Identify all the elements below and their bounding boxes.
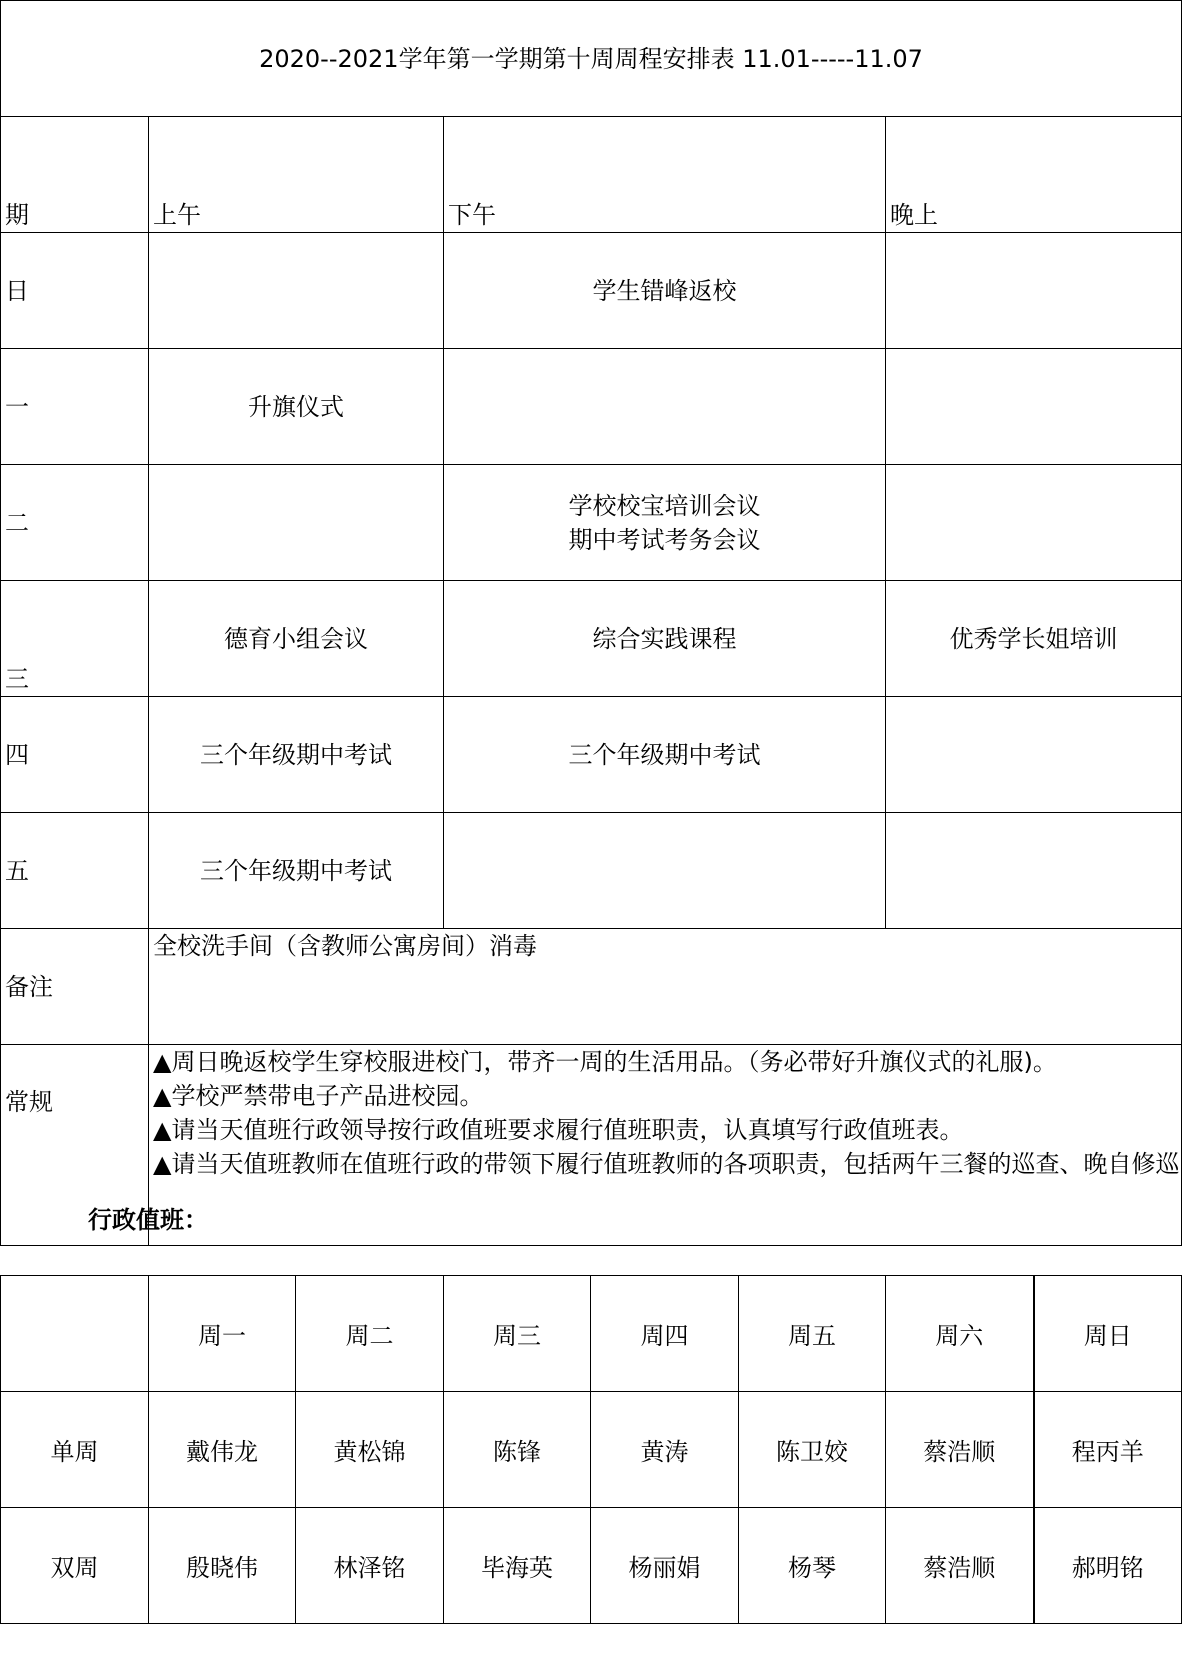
- afternoon-cell: 学生错峰返校: [444, 233, 886, 349]
- duty-name-cell: 毕海英: [444, 1508, 591, 1624]
- evening-cell: [886, 233, 1182, 349]
- regular-text: [149, 1045, 1182, 1246]
- duty-roster: [0, 1275, 1181, 1624]
- duty-name-cell: 陈卫姣: [739, 1392, 886, 1508]
- schedule-title: 2020--2021学年第一学期第十周周程安排表 11.01-----11.07: [1, 1, 1182, 117]
- morning-cell: 三个年级期中考试: [149, 697, 444, 813]
- duty-name-cell: 蔡浩顺: [886, 1508, 1034, 1624]
- afternoon-line-2: 期中考试考务会议: [568, 525, 761, 554]
- afternoon-line-1: 学校校宝培训会议: [568, 491, 761, 520]
- duty-name-cell: 林泽铭: [296, 1508, 444, 1624]
- regular-label: 常规: [1, 1045, 149, 1246]
- header-afternoon: 下午: [444, 117, 886, 233]
- duty-name-cell: 郝明铭: [1034, 1508, 1182, 1624]
- duty-row-even-week: [1, 1508, 1182, 1624]
- afternoon-cell: [444, 813, 886, 929]
- evening-cell: [886, 465, 1182, 581]
- duty-corner-cell: [1, 1276, 149, 1392]
- day-label: 五: [1, 813, 149, 929]
- row-note: [1, 929, 1182, 1045]
- row-tuesday: [1, 465, 1182, 581]
- duty-day-header: 周日: [1034, 1276, 1182, 1392]
- header-morning: 上午: [149, 117, 444, 233]
- duty-name-cell: 陈锋: [444, 1392, 591, 1508]
- title-row: [1, 1, 1182, 117]
- duty-day-header: 周四: [591, 1276, 739, 1392]
- row-wednesday: [1, 581, 1182, 697]
- morning-cell: 三个年级期中考试: [149, 813, 444, 929]
- duty-name-cell: 黄涛: [591, 1392, 739, 1508]
- day-label: 二: [1, 465, 149, 581]
- regular-line-4: ▲请当天值班教师在值班行政的带领下履行值班教师的各项职责，包括两午三餐的巡查、晚自修巡: [153, 1150, 1180, 1178]
- regular-line-2: ▲学校严禁带电子产品进校园。: [153, 1082, 484, 1110]
- day-label: 三: [1, 581, 149, 697]
- day-label: 日: [1, 233, 149, 349]
- duty-name-cell: 程丙羊: [1034, 1392, 1182, 1508]
- evening-cell: [886, 697, 1182, 813]
- day-label: 一: [1, 349, 149, 465]
- header-evening: 晚上: [886, 117, 1182, 233]
- duty-day-header: 周一: [149, 1276, 296, 1392]
- duty-name-cell: 殷晓伟: [149, 1508, 296, 1624]
- afternoon-cell: 综合实践课程: [444, 581, 886, 697]
- morning-cell: 升旗仪式: [149, 349, 444, 465]
- duty-header-row: [1, 1276, 1182, 1392]
- row-friday: [1, 813, 1182, 929]
- row-thursday: [1, 697, 1182, 813]
- duty-name-cell: 戴伟龙: [149, 1392, 296, 1508]
- duty-name-cell: 杨丽娟: [591, 1508, 739, 1624]
- regular-line-1: ▲周日晚返校学生穿校服进校门，带齐一周的生活用品。（务必带好升旗仪式的礼服)。: [153, 1048, 1057, 1076]
- header-row: [1, 117, 1182, 233]
- header-day: 期: [1, 117, 149, 233]
- duty-day-header: 周六: [886, 1276, 1034, 1392]
- morning-cell: [149, 233, 444, 349]
- duty-row-label: 双周: [1, 1508, 149, 1624]
- duty-row-odd-week: [1, 1392, 1182, 1508]
- afternoon-cell: [444, 349, 886, 465]
- duty-table: [0, 1275, 1182, 1624]
- day-label: 四: [1, 697, 149, 813]
- duty-title: 行政值班：: [88, 1205, 208, 1234]
- regular-line-3: ▲请当天值班行政领导按行政值班要求履行值班职责，认真填写行政值班表。: [153, 1116, 964, 1144]
- note-text: 全校洗手间（含教师公寓房间）消毒: [149, 929, 1182, 1045]
- evening-cell: [886, 813, 1182, 929]
- row-sunday: [1, 233, 1182, 349]
- afternoon-cell: 三个年级期中考试: [444, 697, 886, 813]
- duty-name-cell: 杨琴: [739, 1508, 886, 1624]
- duty-day-header: 周二: [296, 1276, 444, 1392]
- duty-name-cell: 黄松锦: [296, 1392, 444, 1508]
- duty-day-header: 周五: [739, 1276, 886, 1392]
- note-label: 备注: [1, 929, 149, 1045]
- duty-name-cell: 蔡浩顺: [886, 1392, 1034, 1508]
- afternoon-cell: [444, 465, 886, 581]
- morning-cell: [149, 465, 444, 581]
- duty-day-header: 周三: [444, 1276, 591, 1392]
- morning-cell: 德育小组会议: [149, 581, 444, 697]
- evening-cell: [886, 349, 1182, 465]
- evening-cell: 优秀学长姐培训: [886, 581, 1182, 697]
- duty-row-label: 单周: [1, 1392, 149, 1508]
- row-monday: [1, 349, 1182, 465]
